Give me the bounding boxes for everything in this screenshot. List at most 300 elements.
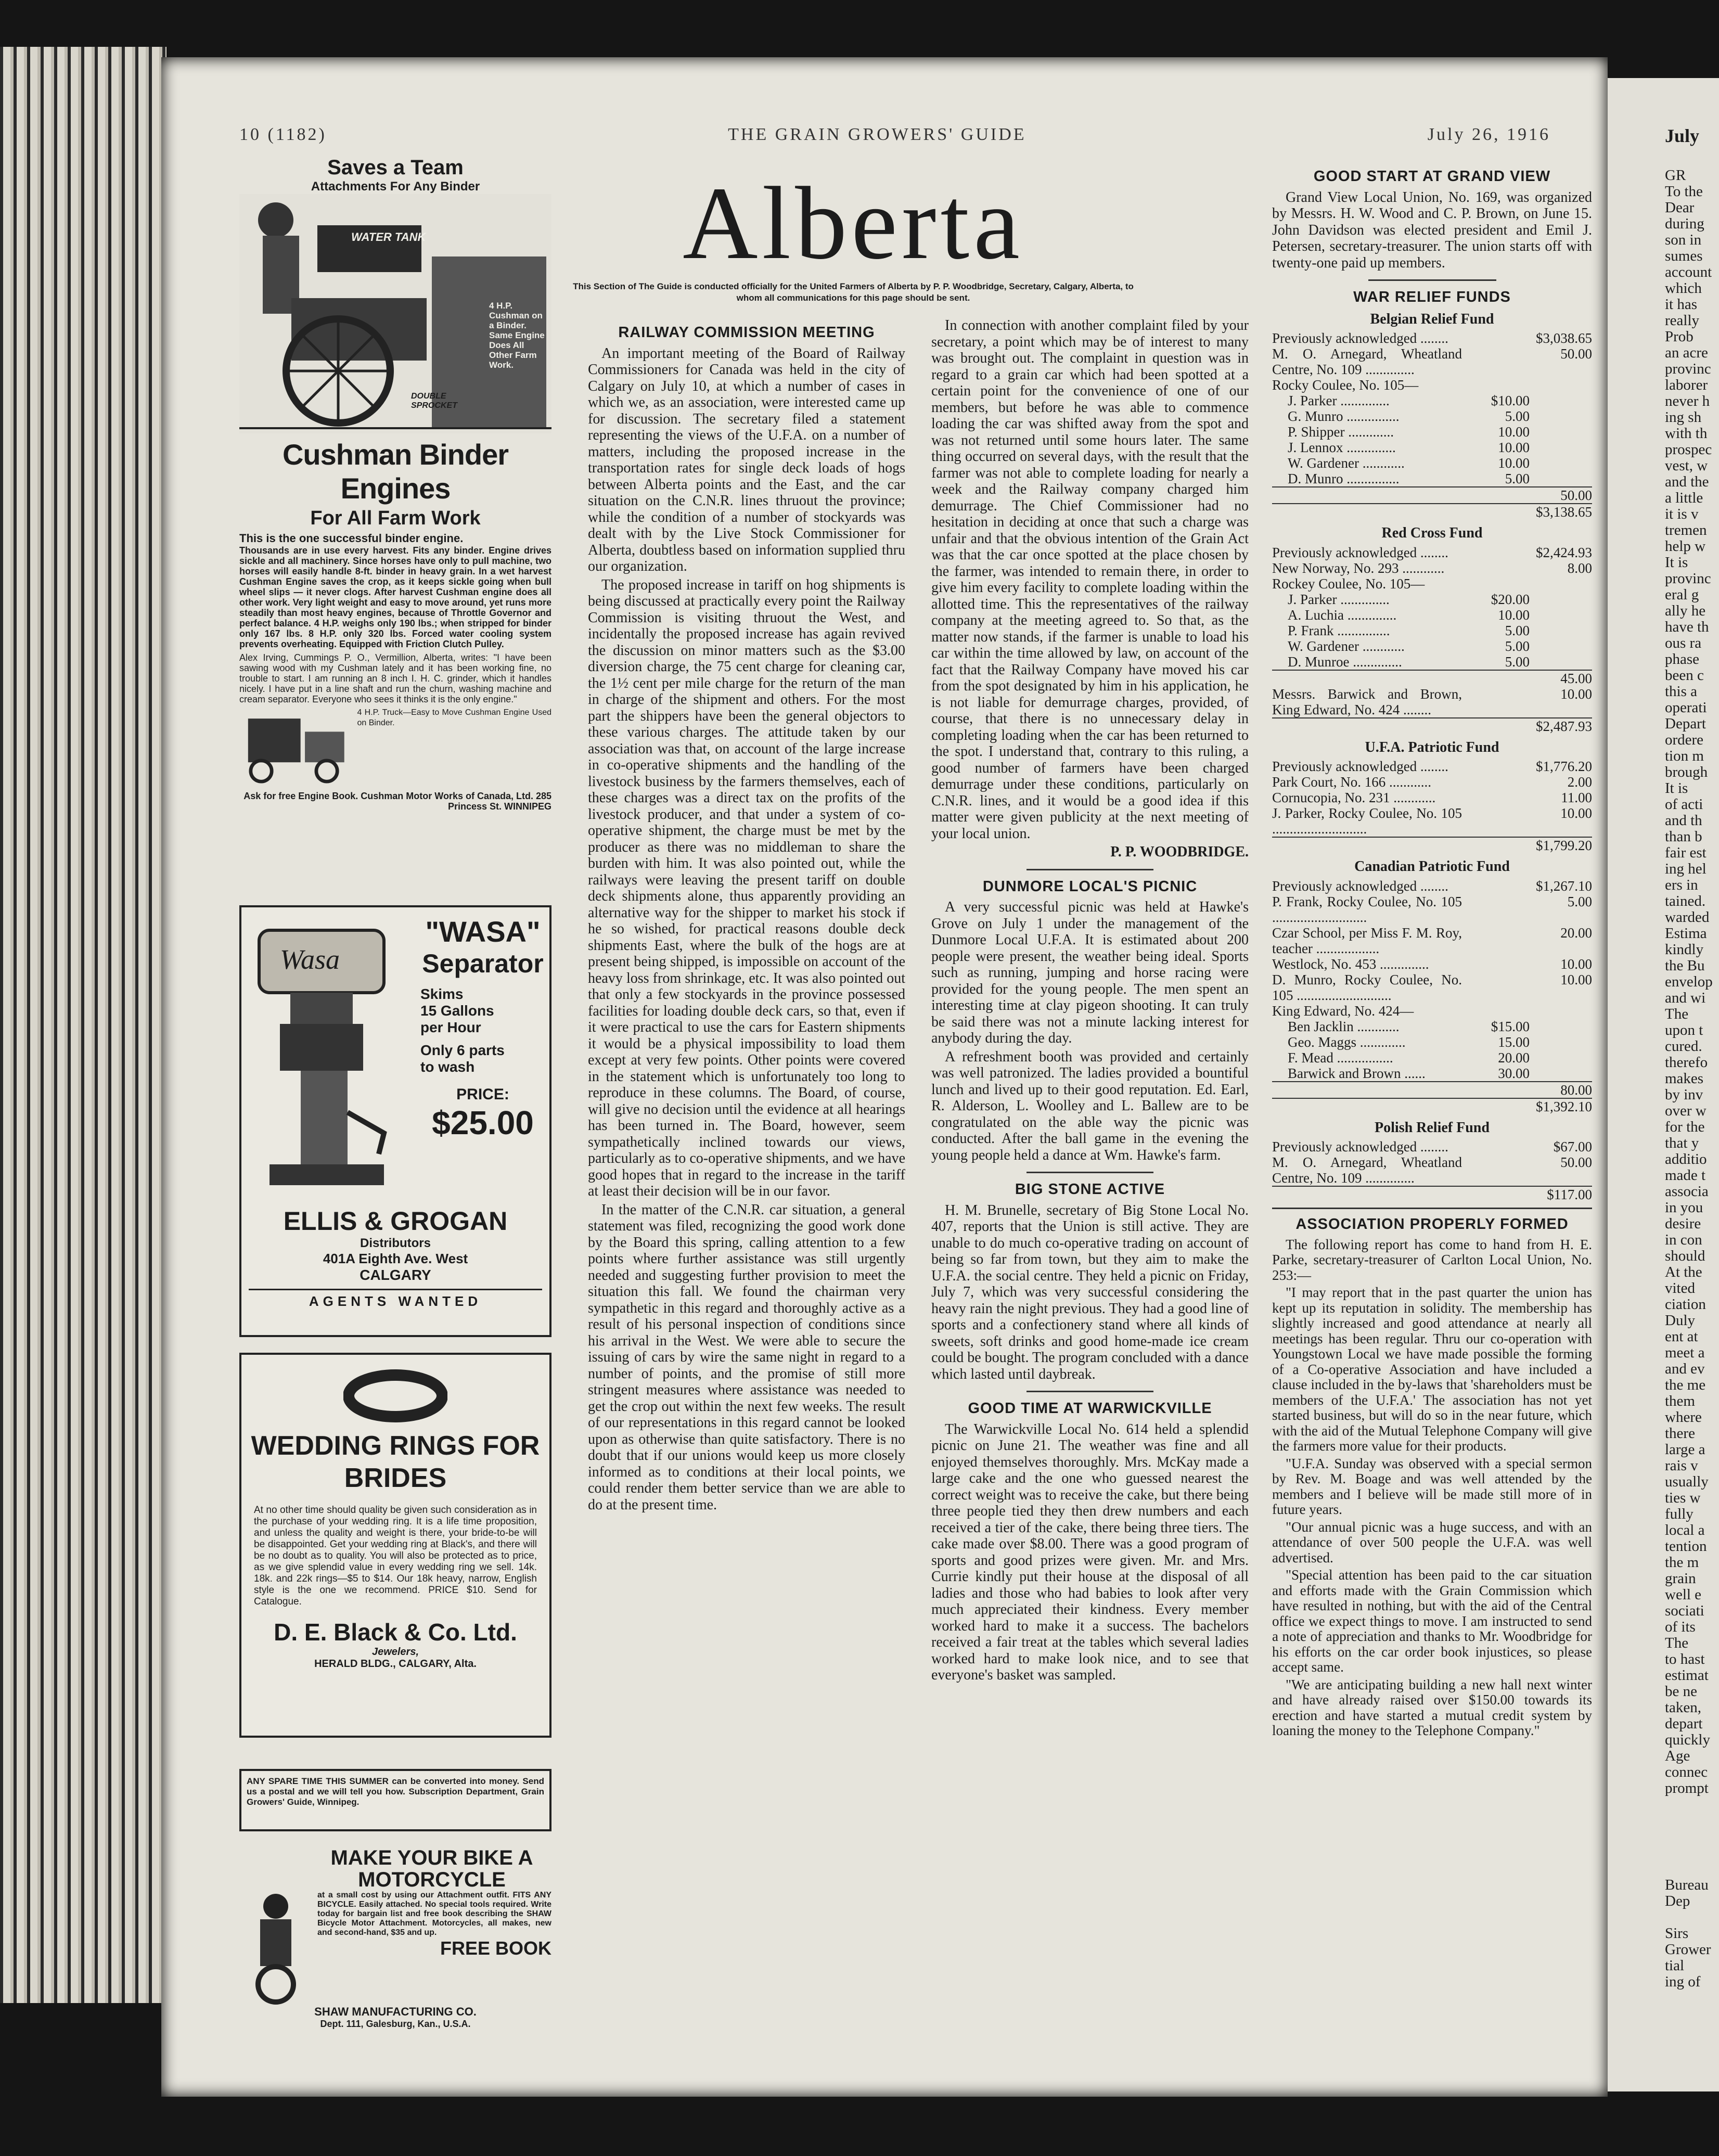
- fund-entry-subtotal: $1,799.20: [1530, 837, 1592, 853]
- dunmore-paragraph: A refreshment booth was provided and certainly was well patronized. The ladies provided a bountiful lunch and lived up to their good reputation. Ed. Earl, R. Alderson, L. Woolley and L. Ballew are to be congratulated on the able way the picnic was conducted. After the ball game in the evening the young people held a dance at Wm. Hawke's farm.: [931, 1048, 1249, 1163]
- fund-row: [1272, 1186, 1592, 1202]
- facing-page-line: than b: [1665, 828, 1702, 845]
- facing-page-line: should: [1665, 1248, 1705, 1264]
- facing-page-line: large a: [1665, 1441, 1705, 1458]
- railway-paragraph: In connection with another complaint filed by your secretary, a point which may be of interest to many was brought out. The complaint in question was in regard to a grain car which had been spotted at a certain point for the convenience of one of our members, but before he was able to commence loading the car was shifted away from the spot and was not returned until some hours later. The same thing occurred on several days, with the result that the farmer was not able to complete loading for nearly a week and the Railway company charged him demurrage. The Chief Commissioner had no hesitation in deciding at once that such a charge was unfair and that the obvious intention of the Grain Act was that the car once spotted at the place chosen by the farmer, was intended to remain there, in order to give him every facility to complete loading within the allotted time. This the representatives of the railway company at the meeting agreed to. So that, as the matter now stands, if the farmer is unable to load his car within the time allowed by law, on account of the fact that the Railway Company have moved his car from the spot designated by him in his application, he is not liable for demurrage charges, provided, of course, that there is no unnecessary delay in completing loading when the car has been returned to the spot. I understand that, contrary to this ruling, a good number of farmers have been charged demurrage under these conditions, particularly on C.N.R. lines, and it would be a good idea if this matter were given publicity at the next meeting of your local union.: [931, 317, 1249, 842]
- facing-page-line: ing sh: [1665, 409, 1702, 426]
- facing-page-line: that y: [1665, 1135, 1699, 1151]
- fund-entry-subtotal: [1530, 1050, 1592, 1066]
- fund-entry-amount: [1462, 894, 1530, 925]
- facing-page-text: [1608, 168, 1719, 1990]
- canadian-fund-table: [1272, 878, 1592, 1114]
- facing-page-line: local a: [1665, 1522, 1705, 1538]
- fund-entry-subtotal: [1530, 455, 1592, 471]
- spare-time-text: ANY SPARE TIME THIS SUMMER can be converted into money. Send us a postal and we will tell you how. Subscription Department, Grain Growers' Guide, Winnipeg.: [247, 1776, 544, 1807]
- wasa-company: ELLIS & GROGAN: [283, 1207, 508, 1236]
- fund-row: [1272, 393, 1592, 408]
- cushman-subhead: Attachments For Any Binder: [311, 179, 480, 194]
- facing-page-line: The: [1665, 1006, 1689, 1022]
- cushman-subtitle: For All Farm Work: [310, 507, 481, 529]
- fund-entry-subtotal: [1530, 440, 1592, 455]
- fund-entry-subtotal: 11.00: [1561, 790, 1592, 805]
- fund-entry-amount: [1462, 545, 1530, 560]
- facing-page-line: by inv: [1665, 1086, 1703, 1103]
- issue-date: July 26, 1916: [1427, 125, 1550, 144]
- facing-page-line: ers in: [1665, 877, 1698, 893]
- facing-page-line: made t: [1665, 1167, 1706, 1184]
- facing-page-line: well e: [1665, 1586, 1702, 1603]
- facing-page-line: Depart: [1665, 715, 1706, 732]
- truck-engine-illustration: [239, 708, 353, 791]
- facing-page-line: and the: [1665, 473, 1709, 490]
- fund-row: [1272, 545, 1592, 560]
- fund-entry-amount: 5.00: [1505, 471, 1530, 486]
- facing-page-line: warded: [1665, 909, 1710, 926]
- fund-entry-subtotal: [1530, 654, 1592, 670]
- fund-entry-amount: [1462, 1139, 1530, 1154]
- facing-page-line: Sirs: [1665, 1925, 1689, 1942]
- fund-entry-subtotal: [1530, 393, 1592, 408]
- facing-page-line: of its: [1665, 1619, 1696, 1635]
- facing-page-line: and ev: [1665, 1361, 1705, 1377]
- motorcycle-ad: [239, 1846, 551, 2029]
- fund-entry-subtotal: 80.00: [1530, 1082, 1592, 1098]
- facing-page-line: It is: [1665, 780, 1688, 797]
- fund-entry-label: [1272, 1186, 1462, 1202]
- railway-signature: P. P. WOODBRIDGE.: [1110, 844, 1249, 860]
- fund-entry-label: J. Lennox ..............: [1288, 440, 1396, 455]
- fund-entry-label: [1272, 718, 1462, 734]
- facing-page-line: Bureau: [1665, 1877, 1709, 1893]
- fund-entry-amount: [1462, 1098, 1530, 1114]
- association-paragraph: "U.F.A. Sunday was observed with a special sermon by Rev. M. Boage and was well attended by the members and I believe will be made still more of in future years.: [1272, 1455, 1592, 1517]
- facing-page-line: [1608, 1813, 1719, 1829]
- fund-entry-amount: [1462, 670, 1530, 686]
- facing-page-line: it has: [1665, 296, 1698, 313]
- fund-entry-subtotal: 10.00: [1560, 956, 1592, 972]
- article-divider: [1272, 1208, 1592, 1209]
- fund-row: [1272, 718, 1592, 734]
- fund-row: [1272, 956, 1592, 972]
- facing-page-line: a little: [1665, 490, 1703, 506]
- fund-row: [1272, 440, 1592, 455]
- fund-row: [1272, 878, 1592, 894]
- fund-entry-subtotal: $2,487.93: [1530, 718, 1592, 734]
- fund-entry-amount: 20.00: [1498, 1049, 1530, 1066]
- fund-entry-subtotal: $67.00: [1553, 1139, 1592, 1154]
- truck-caption: 4 H.P. Truck—Easy to Move Cushman Engine Used on Binder.: [357, 708, 551, 727]
- redcross-fund-heading: Red Cross Fund: [1381, 525, 1483, 541]
- section-title: Alberta: [683, 166, 1024, 281]
- facing-page-line: It is: [1665, 554, 1688, 571]
- price-label: PRICE:: [456, 1086, 509, 1103]
- fund-entry-subtotal: [1530, 638, 1592, 654]
- facing-page-line: sociati: [1665, 1602, 1704, 1619]
- fund-row: [1272, 1034, 1592, 1050]
- facing-page-line: fair est: [1665, 844, 1707, 861]
- facing-page-line: Dep: [1665, 1893, 1690, 1909]
- fund-row: [1272, 471, 1592, 487]
- fund-entry-label: J. Parker ..............: [1288, 591, 1390, 607]
- fund-row: [1272, 487, 1592, 504]
- fund-entry-subtotal: [1530, 576, 1592, 592]
- facing-page-line: brough: [1665, 764, 1708, 780]
- fund-row: [1272, 638, 1592, 654]
- facing-page-line: the m: [1665, 1554, 1699, 1571]
- facing-page-line: Grower: [1665, 1941, 1711, 1958]
- fund-entry-subtotal: 45.00: [1530, 670, 1592, 686]
- canadian-fund-heading: Canadian Patriotic Fund: [1354, 858, 1510, 875]
- fund-entry-label: King Edward, No. 424—: [1272, 1003, 1414, 1019]
- facing-page-line: fully: [1665, 1506, 1694, 1522]
- fund-entry-label: Previously acknowledged ........: [1272, 330, 1448, 346]
- fund-entry-label: J. Parker ..............: [1288, 393, 1390, 408]
- grandview-heading: GOOD START AT GRAND VIEW: [1313, 168, 1551, 185]
- fund-entry-amount: 10.00: [1498, 424, 1530, 440]
- cushman-testimonial: Alex Irving, Cummings P. O., Vermillion, Alberta, writes: "I have been sawing wood with my Cushman lately and it has been working fine, no trouble to start. I am running an 8 inch I. H. C. grinder, which it handles nicely. I have put in a line shaft and run the churn, washing machine and cream separator. Everyone who sees it thinks it is the only engine.": [239, 652, 551, 704]
- wasa-brand: Wasa: [280, 944, 340, 975]
- association-paragraph: "Special attention has been paid to the car situation and efforts made with the Grain Commission which have resulted in nothing, but with the aid of the Central office we expect things to move. I am instructed to send a note of appreciation and thanks to Mr. Woodbridge for his efforts on the car order book injustices, so please accept same.: [1272, 1567, 1592, 1675]
- cushman-ad: [239, 156, 551, 874]
- facing-page-line: prompt: [1665, 1780, 1709, 1796]
- facing-page-line: usually: [1665, 1473, 1709, 1490]
- patriotic-fund-heading: U.F.A. Patriotic Fund: [1365, 739, 1499, 755]
- facing-page-line: tained.: [1665, 893, 1706, 909]
- fund-entry-subtotal: [1530, 1003, 1592, 1019]
- facing-page-line: upon t: [1665, 1022, 1703, 1038]
- association-paragraph: "Our annual picnic was a huge success, and with an attendance of over 500 people the U.F.A. was well advertised.: [1272, 1519, 1592, 1565]
- fund-entry-amount: [1462, 774, 1530, 790]
- fund-entry-label: Czar School, per Miss F. M. Roy, teacher ..................: [1272, 925, 1462, 956]
- facing-page-line: in con: [1665, 1231, 1702, 1248]
- fund-row: [1272, 790, 1592, 805]
- fund-entry-amount: [1462, 1154, 1530, 1186]
- facing-page-line: ing hel: [1665, 861, 1707, 877]
- facing-page-line: which: [1665, 280, 1702, 297]
- fund-row: [1272, 654, 1592, 670]
- facing-page-line: ordere: [1665, 732, 1704, 748]
- fund-entry-subtotal: [1530, 623, 1592, 638]
- section-subtitle: This Section of The Guide is conducted officially for the United Farmers of Alberta by P. P. Woodbridge, Secretary, Calgary, Alberta, to whom all communications for this page should be sent.: [573, 281, 1134, 303]
- fund-entry-label: Ben Jacklin ............: [1288, 1018, 1400, 1034]
- fund-row: [1272, 1098, 1592, 1114]
- facing-page-line: with th: [1665, 425, 1708, 442]
- fund-entry-subtotal: 20.00: [1560, 925, 1592, 941]
- facing-page-line: [1608, 1861, 1719, 1877]
- polish-fund-table: [1272, 1139, 1592, 1202]
- warwickville-heading: GOOD TIME AT WARWICKVILLE: [968, 1400, 1212, 1417]
- section-masthead: [572, 166, 1134, 304]
- fund-row: [1272, 1082, 1592, 1098]
- fund-entry-amount: [1462, 686, 1530, 718]
- fund-row: [1272, 805, 1592, 837]
- wedding-rings-ad: [239, 1353, 551, 1738]
- railway-paragraph: An important meeting of the Board of Railway Commissioners for Canada was held in the city of Calgary on July 10, at which a number of cases in which we, as an association, were interested came up for discussion. The secretary filed a statement representing the views of the U.F.A. on a number of matters, including the proposed increase in the transportation rates for single deck loads of hogs between Alberta points and the East, and the car situation on the C.N.R. lines thruout the province; while the condition of a number of stockyards was dealt with by the Live Stock Commissioner for Alberta, doubtless based on information supplied thru our organization.: [588, 345, 905, 574]
- fund-row: [1272, 894, 1592, 925]
- facing-page-line: envelop: [1665, 973, 1713, 990]
- fund-row: [1272, 1154, 1592, 1186]
- facing-page-line: To the: [1665, 183, 1703, 200]
- fund-entry-subtotal: $3,138.65: [1530, 504, 1592, 520]
- polish-fund-heading: Polish Relief Fund: [1375, 1119, 1490, 1136]
- fund-entry-label: P. Frank, Rocky Coulee, No. 105 ...........................: [1272, 893, 1462, 925]
- fund-entry-amount: [1462, 718, 1530, 734]
- facing-page-line: connec: [1665, 1764, 1708, 1780]
- spec-3: per Hour: [420, 1019, 481, 1035]
- facing-page-line: quickly: [1665, 1731, 1710, 1748]
- fund-entry-subtotal: $2,424.93: [1536, 544, 1592, 560]
- war-relief-heading: WAR RELIEF FUNDS: [1353, 289, 1511, 305]
- fund-entry-amount: [1462, 1003, 1530, 1019]
- facing-page-line: [1608, 1909, 1719, 1926]
- facing-page-line: Duly: [1665, 1312, 1695, 1329]
- fund-entry-label: M. O. Arnegard, Wheatland Centre, No. 109 ..............: [1272, 346, 1462, 377]
- facing-page-line: of acti: [1665, 796, 1703, 813]
- fund-entry-amount: 30.00: [1498, 1065, 1530, 1081]
- facing-page-line: The: [1665, 1635, 1689, 1651]
- facing-page-line: sumes: [1665, 248, 1703, 264]
- fund-entry-subtotal: 10.00: [1560, 686, 1592, 702]
- fund-row: [1272, 1019, 1592, 1034]
- facing-page-line: therefo: [1665, 1054, 1708, 1071]
- fund-entry-subtotal: [1530, 377, 1592, 393]
- wasa-address: 401A Eighth Ave. West: [323, 1251, 468, 1266]
- facing-page-line: where: [1665, 1409, 1702, 1426]
- facing-page-line: ally he: [1665, 602, 1706, 619]
- fund-entry-amount: [1462, 576, 1530, 592]
- bike-address: Dept. 111, Galesburg, Kan., U.S.A.: [320, 2019, 471, 2029]
- fund-row: [1272, 774, 1592, 790]
- facing-page-line: over w: [1665, 1102, 1707, 1119]
- association-heading: ASSOCIATION PROPERLY FORMED: [1295, 1216, 1569, 1233]
- fund-entry-subtotal: [1530, 408, 1592, 424]
- facing-page-line: and th: [1665, 812, 1702, 829]
- fund-entry-amount: [1462, 1186, 1530, 1202]
- fund-entry-label: Previously acknowledged ........: [1272, 759, 1448, 774]
- facing-page-line: them: [1665, 1393, 1695, 1409]
- fund-entry-amount: [1462, 972, 1530, 1003]
- fund-row: [1272, 623, 1592, 638]
- rings-body: At no other time should quality be given such consideration as in the purchase of your wedding ring. It is a life time proposition, and unless the quality and weight is there, your bride-to-be will be disappointed. Get your wedding ring at Black's, and there will be no doubt as to quality. You will also be protected as to price, as we give splendid value in every wedding ring we sell. 14k. 18k. and 22k rings—$5 to $14. Our 18k heavy, narrow, English style is the one we recommend. PRICE $10. Send for Catalogue.: [254, 1505, 537, 1607]
- fund-entry-subtotal: 50.00: [1530, 487, 1592, 504]
- facing-page-line: during: [1665, 215, 1704, 232]
- fund-entry-amount: [1462, 487, 1530, 504]
- fund-entry-subtotal: 8.00: [1567, 560, 1592, 576]
- fund-row: [1272, 1050, 1592, 1066]
- fund-entry-subtotal: 2.00: [1567, 774, 1592, 790]
- fund-entry-subtotal: [1530, 471, 1592, 487]
- facing-page-line: the Bu: [1665, 957, 1705, 974]
- facing-page-line: makes: [1665, 1070, 1704, 1087]
- cushman-footer: Ask for free Engine Book. Cushman Motor Works of Canada, Ltd. 285 Princess St. WINNIPEG: [243, 791, 551, 812]
- fund-entry-label: D. Munro, Rocky Coulee, No. 105 ...........................: [1272, 971, 1462, 1003]
- fund-row: [1272, 837, 1592, 853]
- fund-entry-amount: [1462, 346, 1530, 377]
- facing-page-line: son in: [1665, 232, 1702, 248]
- facing-page-line: tention: [1665, 1538, 1707, 1555]
- fund-entry-subtotal: $3,038.65: [1536, 330, 1592, 346]
- cushman-body: Thousands are in use every harvest. Fits any binder. Engine drives sickle and all machinery. Since horses have only to pull machine, two horses will easily handle 8-ft. binder in heavy grain. In a wet harvest Cushman Engine saves the crop, as it keeps sickle going when bull wheel slips — it never clogs. After harvest Cushman engine does all other work. Very light weight and easy to move around, yet runs more steadily than most heavy engines, because of Throttle Governor and perfect balance. 4 H.P. weighs only 190 lbs.; when stripped for binder only 167 lbs. 8 H.P. only 320 lbs. Forced water cooling system prevents overheating. Equipped with Friction Clutch Pulley.: [239, 545, 551, 649]
- rings-address: HERALD BLDG., CALGARY, Alta.: [314, 1658, 477, 1670]
- fund-entry-subtotal: [1530, 592, 1592, 607]
- fund-entry-amount: [1462, 1082, 1530, 1098]
- patriotic-fund-table: [1272, 759, 1592, 853]
- facing-page-line: account: [1665, 264, 1712, 280]
- facing-page-line: it is v: [1665, 506, 1699, 522]
- fund-entry-amount: 5.00: [1505, 408, 1530, 424]
- bike-body: at a small cost by using our Attachment outfit. FITS ANY BICYCLE. Easily attached. No special tools required. Write today for bargain list and free book describing the SHAW Bicycle Motor Attachment. Motorcycles, all makes, new and second-hand, $35 and up.: [317, 1891, 551, 1937]
- facing-page-line: for the: [1665, 1119, 1705, 1135]
- facing-page-line: depart: [1665, 1715, 1703, 1732]
- fund-entry-amount: 15.00: [1498, 1034, 1530, 1050]
- spec-4: Only 6 parts: [420, 1042, 505, 1058]
- facing-page-line: really: [1665, 312, 1700, 329]
- facing-page-line: and wi: [1665, 990, 1706, 1006]
- facing-page-line: vited: [1665, 1280, 1695, 1297]
- spare-time-ad: [239, 1769, 551, 1831]
- fund-entry-label: [1272, 1098, 1462, 1114]
- fund-entry-label: Previously acknowledged ........: [1272, 544, 1448, 560]
- belgian-fund-heading: Belgian Relief Fund: [1370, 311, 1494, 327]
- fund-row: [1272, 576, 1592, 592]
- fund-entry-amount: [1462, 377, 1530, 393]
- belgian-fund-table: [1272, 330, 1592, 520]
- facing-page-line: there: [1665, 1425, 1695, 1442]
- fund-entry-amount: [1462, 790, 1530, 805]
- fund-entry-label: New Norway, No. 293 ............: [1272, 560, 1445, 576]
- fund-row: [1272, 607, 1592, 623]
- fund-row: [1272, 686, 1592, 718]
- fund-entry-label: P. Shipper .............: [1288, 424, 1394, 440]
- facing-page-line: ing of: [1665, 1973, 1701, 1990]
- fund-entry-subtotal: 50.00: [1560, 1154, 1592, 1170]
- wasa-role: Distributors: [360, 1236, 431, 1250]
- fund-entry-subtotal: [1530, 607, 1592, 623]
- fund-entry-label: Previously acknowledged ........: [1272, 878, 1448, 894]
- fund-row: [1272, 504, 1592, 520]
- wasa-title2: Separator: [422, 949, 544, 978]
- railway-paragraph: In the matter of the C.N.R. car situation, a general statement was filed, recognizing the good work done by the Board this spring, calling attention to a few points where further assistance was still urgently needed and suggesting further provision to meet the situation this fall. We found the chairman very sympathetic in this regard and thoroughly active as a result of his personal inspection of conditions since his arrival in the West. We were able to secure the issuing of cars by wire the same night in regard to a number of points, and the promise of still more stringent measures where assistance was needed to get the crop out within the next few weeks. The result of our representations in this regard cannot be looked upon as otherwise than quite satisfactory. There is no doubt that if our unions would keep us more closely informed as to conditions at their local points, we could render them better service than we are able to do at the present time.: [588, 1201, 905, 1513]
- fund-entry-label: Barwick and Brown ......: [1288, 1065, 1426, 1081]
- facing-page-line: to hast: [1665, 1651, 1705, 1667]
- facing-page-line: in you: [1665, 1199, 1703, 1216]
- fund-entry-subtotal: [1530, 424, 1592, 440]
- redcross-fund-table: [1272, 545, 1592, 734]
- facing-page-line: eral g: [1665, 586, 1699, 603]
- book-binding-edge: [0, 47, 166, 2003]
- facing-page-line: ent at: [1665, 1328, 1698, 1345]
- fund-row: [1272, 592, 1592, 607]
- fund-row: [1272, 424, 1592, 440]
- fund-entry-label: Park Court, No. 166 ............: [1272, 774, 1431, 790]
- fund-entry-subtotal: 50.00: [1560, 346, 1592, 362]
- fund-row: [1272, 1003, 1592, 1019]
- facing-page-line: operati: [1665, 699, 1707, 716]
- article-divider: [1027, 1391, 1153, 1392]
- fund-row: [1272, 972, 1592, 1003]
- fund-entry-amount: 10.00: [1498, 607, 1530, 623]
- association-paragraph: The following report has come to hand from H. E. Parke, secretary-treasurer of Carlton Local Union, No. 253:—: [1272, 1236, 1592, 1283]
- fund-entry-label: Rockey Coulee, No. 105—: [1272, 575, 1425, 592]
- relief-fund-tables: [1272, 311, 1592, 1203]
- facing-page-line: been c: [1665, 667, 1704, 684]
- fund-entry-label: D. Munro ...............: [1288, 471, 1400, 486]
- fund-entry-amount: 5.00: [1505, 653, 1530, 670]
- cushman-lead: This is the one successful binder engine.: [239, 532, 464, 545]
- fund-row: [1272, 377, 1592, 393]
- facing-page-line: rais v: [1665, 1457, 1698, 1474]
- fund-row: [1272, 455, 1592, 471]
- fund-entry-label: Messrs. Barwick and Brown, King Edward, No. 424 ........: [1272, 686, 1462, 717]
- fund-row: [1272, 1066, 1592, 1082]
- facing-page-line: At the: [1665, 1264, 1702, 1280]
- rings-company: D. E. Black & Co. Ltd.: [274, 1619, 517, 1646]
- fund-entry-amount: [1462, 560, 1530, 576]
- fund-row: [1272, 330, 1592, 346]
- fund-row: [1272, 1139, 1592, 1154]
- fund-entry-label: Westlock, No. 453 ..............: [1272, 956, 1429, 972]
- article-divider: [1368, 279, 1496, 281]
- spec-1: Skims: [420, 986, 464, 1002]
- fund-row: [1272, 560, 1592, 576]
- fund-entry-amount: [1462, 504, 1530, 520]
- fund-entry-amount: [1462, 878, 1530, 894]
- page-header: [239, 125, 1550, 145]
- wasa-title: "WASA": [425, 915, 541, 948]
- fund-entry-subtotal: $117.00: [1530, 1186, 1592, 1202]
- fund-entry-label: Rocky Coulee, No. 105—: [1272, 377, 1419, 393]
- fund-entry-amount: [1462, 837, 1530, 853]
- fund-entry-subtotal: 10.00: [1560, 805, 1592, 821]
- facing-page-line: Age: [1665, 1748, 1690, 1764]
- fund-entry-amount: 5.00: [1505, 638, 1530, 654]
- fund-entry-subtotal: [1530, 1034, 1592, 1050]
- facing-page-line: [1608, 1829, 1719, 1845]
- facing-page-line: additio: [1665, 1151, 1707, 1167]
- fund-entry-amount: 10.00: [1498, 440, 1530, 455]
- spec-2: 15 Gallons: [420, 1003, 494, 1019]
- fund-entry-amount: [1462, 330, 1530, 346]
- fund-entry-label: D. Munroe ..............: [1288, 653, 1402, 670]
- cushman-headline: Saves a Team: [327, 156, 464, 179]
- facing-page-line: phase: [1665, 651, 1700, 668]
- bigstone-paragraph: H. M. Brunelle, secretary of Big Stone Local No. 407, reports that the Union is still active. They are unable to do much co-operative trading on account of being so far from town, but they aim to make the U.F.A. the social centre. They held a picnic on Friday, July 7, which was very successful considering the heavy rain the night previous. They had a good line of sports and a confectionery stand where all kinds of sweets, soft drinks and good home-made ice cream could be bought. The program concluded with a dance which lasted until daybreak.: [931, 1202, 1249, 1382]
- fund-entry-amount: $10.00: [1491, 393, 1530, 408]
- bike-company: SHAW MANUFACTURING CO.: [314, 2005, 477, 2018]
- fund-entry-amount: [1462, 805, 1530, 837]
- article-divider: [1027, 1172, 1153, 1173]
- fund-entry-label: [1272, 670, 1462, 686]
- water-tank-label: WATER TANK: [351, 230, 426, 243]
- facing-page-line: provinc: [1665, 361, 1711, 377]
- agents-wanted: AGENTS WANTED: [249, 1289, 542, 1310]
- fund-entry-label: W. Gardener ............: [1288, 455, 1405, 471]
- spec-5: to wash: [420, 1059, 475, 1075]
- ring-illustration: [343, 1367, 447, 1424]
- railway-paragraph: The proposed increase in tariff on hog shipments is being discussed at practically every point the Railway Commission is visiting thruout the West, and incidentally the proposed increase has again revived the discussion on minor matters such as the $3.00 diversion charge, the 75 cent charge for cleaning car, the 1½ cent per mile charge for the return of the man in charge of the shipment and others. For the most part the shippers have been the general objectors to these various charges. The attitude taken by our association was that, on account of the large increase in co-operative shipments and the handling of the livestock business by the farmers themselves, each of these charges was a direct tax on the profits of the livestock producer, and that under a system of co-operative shipment, the charge must be met by the producer as there was no middleman to share the burden with him. It was also pointed out, while the railways were leaving the present tariff on double deck shipments alone, thus apparently providing an alternative way for the shipper to market his stock if he so wished, for practical reasons double deck shipments East, where the bulk of the hogs are at present being shipped, is impossible on account of the heavy loss from shrinkage, etc. It was also pointed out that only a few stockyards in the province possessed facilities for loading double deck cars, so that, even if it were practical to use the cars for Eastern shipments it would be a physical impossibility to load them except at very few points. Other points were covered in the statement which is unfortunately too long to reproduce in these columns. The Board, of course, will give no decision until the evidence at all hearings has been turned in. The Board, however, seem sympathetically inclined towards our views, particularly as to co-operative shipments, and we have good hopes that in regard to the increase in the tariff at least their decision will be in our favor.: [588, 576, 905, 1199]
- facing-page-line: help w: [1665, 538, 1706, 555]
- engine-note: 4 H.P. Cushman on a Binder. Same Engine Does All Other Farm Work.: [489, 301, 545, 370]
- fund-row: [1272, 346, 1592, 377]
- fund-entry-subtotal: $1,392.10: [1530, 1098, 1592, 1114]
- cushman-title: Cushman Binder Engines: [282, 438, 509, 505]
- facing-page-line: prospec: [1665, 441, 1712, 458]
- fund-entry-amount: [1462, 759, 1530, 774]
- fund-entry-label: [1272, 837, 1462, 853]
- fund-entry-subtotal: [1530, 1019, 1592, 1034]
- facing-page-line: grain: [1665, 1570, 1696, 1587]
- fund-entry-amount: 5.00: [1505, 622, 1530, 638]
